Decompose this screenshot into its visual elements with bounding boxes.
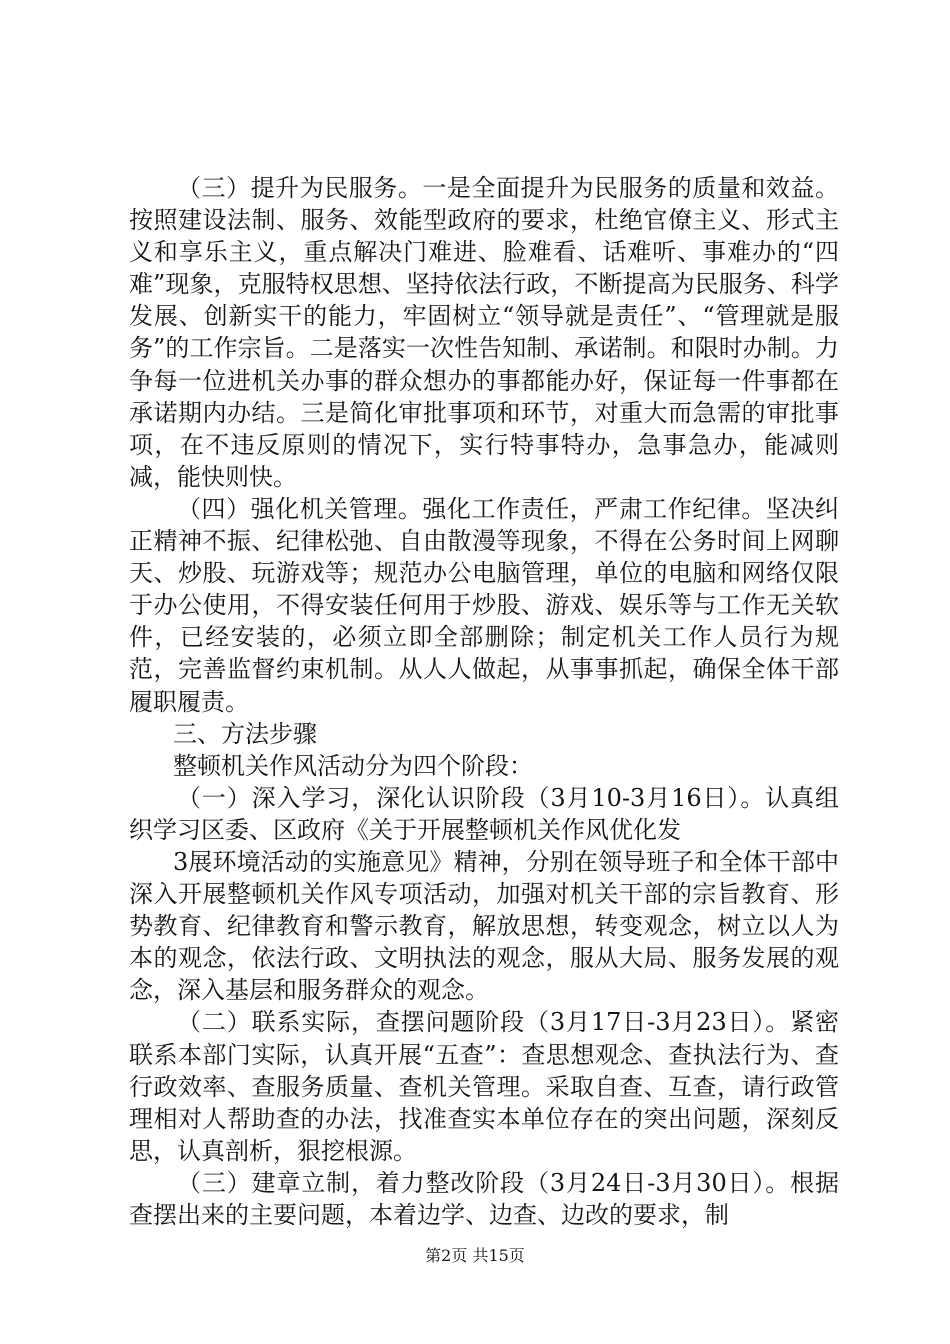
paragraph-stage-one-continued: 3展环境活动的实施意见》精神，分别在领导班子和全体干部中深入开展整顿机关作风专项活动，加强对机关干部的宗旨教育、形势教育、纪律教育和警示教育，解放思想，转变观念，树立以人为本的观念，依法行政、文明执法的观念，服从大局、服务发展的观念，深入基层和服务群众的观念。 bbox=[129, 847, 839, 1005]
paragraph-stage-one: （一）深入学习，深化认识阶段（3月10-3月16日）。认真组织学习区委、区政府《关于开展整顿机关作风优化发 bbox=[129, 783, 839, 844]
page-number-footer: 第2页 共15页 bbox=[425, 1246, 525, 1265]
paragraph-management: （四）强化机关管理。强化工作责任，严肃工作纪律。坚决纠正精神不振、纪律松弛、自由散漫等现象，不得在公务时间上网聊天、炒股、玩游戏等；规范办公电脑管理，单位的电脑和网络仅限于办公使用，不得安装任何用于炒股、游戏、娱乐等与工作无关软件，已经安装的，必须立即全部删除；制定机关工作人员行为规范，完善监督约束机制。从人人做起，从事事抓起，确保全体干部履职履责。 bbox=[129, 494, 839, 716]
paragraph-stages-intro: 整顿机关作风活动分为四个阶段： bbox=[173, 751, 533, 780]
section-heading-methods: 三、方法步骤 bbox=[173, 719, 317, 748]
paragraph-stage-two: （二）联系实际，查摆问题阶段（3月17日-3月23日）。紧密联系本部门实际，认真开展“五查”：查思想观念、查执法行为、查行政效率、查服务质量、查机关管理。采取自查、互查，请行政管理相对人帮助查的办法，找准查实本单位存在的突出问题，深刻反思，认真剖析，狠挖根源。 bbox=[129, 1008, 839, 1165]
body-text bbox=[129, 172, 839, 1231]
paragraph-service: （三）提升为民服务。一是全面提升为民服务的质量和效益。按照建设法制、服务、效能型政府的要求，杜绝官僚主义、形式主义和享乐主义，重点解决门难进、脸难看、话难听、事难办的“四难”现象，克服特权思想、坚持依法行政，不断提高为民服务、科学发展、创新实干的能力，牢固树立“领导就是责任”、“管理就是服务”的工作宗旨。二是落实一次性告知制、承诺制。和限时办制。力争每一位进机关办事的群众想办的事都能办好，保证每一件事都在承诺期内办结。三是简化审批事项和环节，对重大而急需的审批事项，在不违反原则的情况下，实行特事特办，急事急办，能减则减，能快则快。 bbox=[129, 174, 839, 491]
paragraph-stage-three: （三）建章立制，着力整改阶段（3月24日-3月30日）。根据查摆出来的主要问题，本着边学、边查、边改的要求，制 bbox=[129, 1168, 839, 1229]
